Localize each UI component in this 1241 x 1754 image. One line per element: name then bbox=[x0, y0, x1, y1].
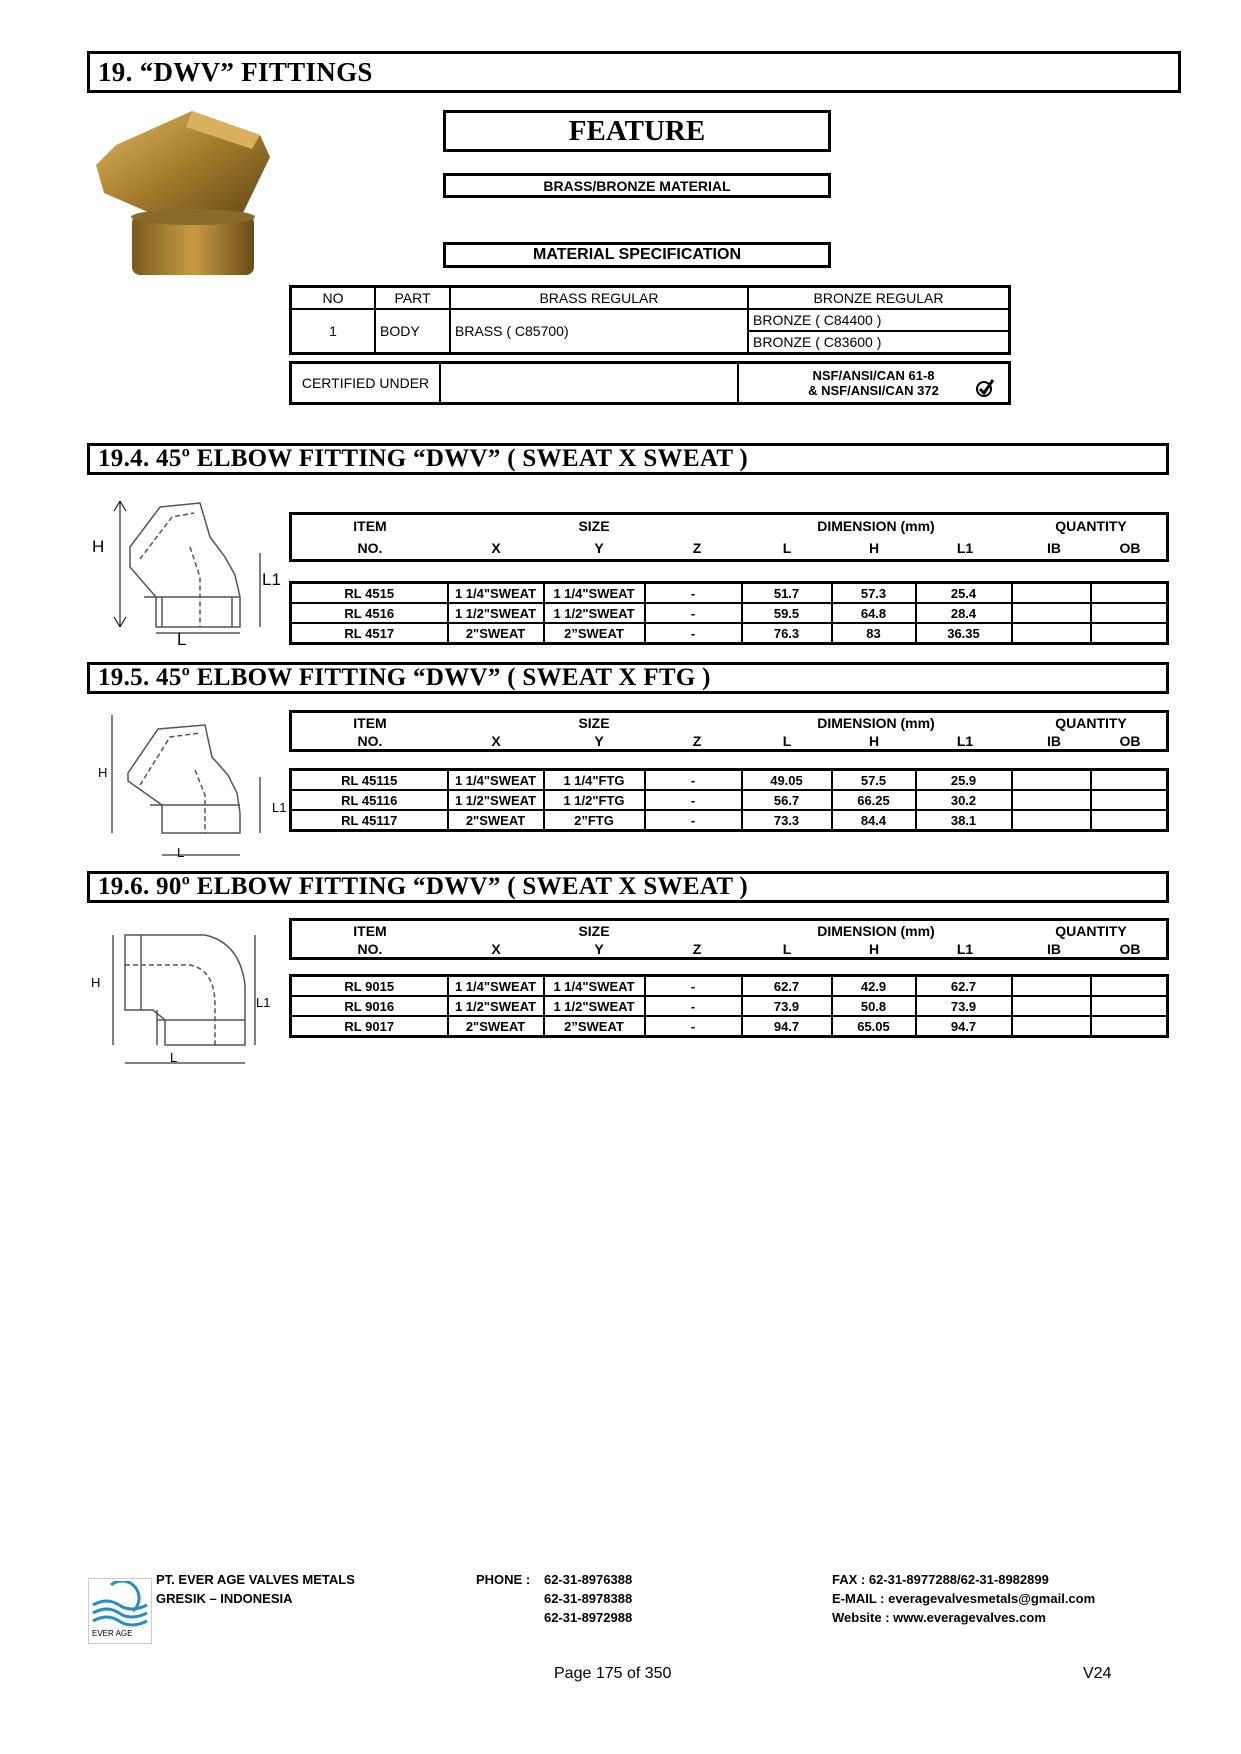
footer-phone-label: PHONE : bbox=[476, 1572, 531, 1587]
th-no: NO. bbox=[357, 540, 383, 556]
row-bronze-2: BRONZE ( C83600 ) bbox=[748, 331, 1010, 354]
table-row: RL 4516 1 1/2"SWEAT 1 1/2"SWEAT - 59.5 64.8 28.4 bbox=[291, 603, 1168, 623]
table-row: RL 9016 1 1/2"SWEAT 1 1/2"SWEAT - 73.9 50.8 73.9 bbox=[291, 996, 1168, 1016]
section-19-6-title: 19.6. 90º ELBOW FITTING “DWV” ( SWEAT X SWEAT ) bbox=[87, 871, 1169, 903]
material-spec-title: MATERIAL SPECIFICATION bbox=[443, 242, 831, 268]
certified-standards: NSF/ANSI/CAN 61-8 & NSF/ANSI/CAN 372 bbox=[738, 363, 1010, 404]
certified-table bbox=[289, 361, 1011, 405]
certified-blank bbox=[440, 363, 738, 404]
section-19-5-label-h: H bbox=[98, 765, 108, 780]
section-19-6-label-l1: L1 bbox=[256, 995, 271, 1010]
feature-title: FEATURE bbox=[443, 110, 831, 152]
logo-text: EVER AGE bbox=[92, 1629, 133, 1638]
footer-company: PT. EVER AGE VALVES METALS GRESIK – INDONESIA bbox=[156, 1572, 355, 1606]
wave-logo-icon bbox=[89, 1581, 151, 1629]
table-row: RL 45115 1 1/4"SWEAT 1 1/4"FTG - 49.05 57.5 25.9 bbox=[291, 770, 1168, 791]
section-19-4-table bbox=[289, 581, 1169, 645]
material-table bbox=[289, 285, 1011, 355]
section-19-5-table-header: ITEM NO. SIZE X Y Z DIMENSION (mm) L H L1 QUANTITY IB OB bbox=[289, 710, 1169, 752]
th-ib: IB bbox=[1047, 540, 1061, 556]
table-row: RL 45117 2"SWEAT 2”FTG - 73.3 84.4 38.1 bbox=[291, 810, 1168, 831]
section-19-4-label-h: H bbox=[92, 537, 105, 556]
material-table-header bbox=[291, 287, 1010, 310]
header-part: PART bbox=[375, 287, 450, 310]
footer-contact: FAX : 62-31-8977288/62-31-8982899 E-MAIL : everagevalvesmetals@gmail.com Website : www.everagevalves.com bbox=[832, 1572, 1096, 1625]
section-19-4-diagram bbox=[90, 487, 280, 647]
header-brass: BRASS REGULAR bbox=[450, 287, 748, 310]
row-part: BODY bbox=[375, 309, 450, 354]
th-size: SIZE bbox=[578, 518, 610, 534]
header-no: NO bbox=[291, 287, 376, 310]
section-19-6-table bbox=[289, 974, 1169, 1038]
section-19-6-table-header: ITEM NO. SIZE X Y Z DIMENSION (mm) L H L1 QUANTITY IB OB bbox=[289, 918, 1169, 960]
th-x: X bbox=[491, 540, 501, 556]
section-19-6-label-l: L bbox=[170, 1050, 178, 1065]
section-19-5-diagram bbox=[100, 705, 290, 865]
section-19-5-title: 19.5. 45º ELBOW FITTING “DWV” ( SWEAT X FTG ) bbox=[87, 662, 1169, 694]
table-row: RL 4515 1 1/4"SWEAT 1 1/4"SWEAT - 51.7 57.3 25.4 bbox=[291, 583, 1168, 604]
section-19-4-label-l: L bbox=[177, 630, 187, 649]
feature-material: BRASS/BRONZE MATERIAL bbox=[443, 173, 831, 198]
product-photo bbox=[92, 105, 272, 285]
table-row: RL 45116 1 1/2"SWEAT 1 1/2"FTG - 56.7 66.25 30.2 bbox=[291, 790, 1168, 810]
row-no: 1 bbox=[291, 309, 376, 354]
page-number: Page 175 of 350 bbox=[554, 1665, 672, 1682]
th-z: Z bbox=[692, 540, 702, 556]
version-label: V24 bbox=[1083, 1665, 1112, 1682]
section-19-4-title: 19.4. 45º ELBOW FITTING “DWV” ( SWEAT X SWEAT ) bbox=[87, 443, 1169, 475]
footer-phones: 62-31-8976388 62-31-8978388 62-31-8972988 bbox=[544, 1572, 633, 1625]
certified-label: CERTIFIED UNDER bbox=[291, 363, 441, 404]
th-ob: OB bbox=[1119, 540, 1141, 556]
section-19-5-label-l1: L1 bbox=[272, 800, 287, 815]
th-h: H bbox=[868, 540, 880, 556]
th-y: Y bbox=[594, 540, 604, 556]
row-bronze-1: BRONZE ( C84400 ) bbox=[748, 309, 1010, 331]
th-l: L bbox=[782, 540, 792, 556]
section-19-4-table-header bbox=[289, 512, 1169, 562]
th-quantity: QUANTITY bbox=[1055, 518, 1127, 534]
section-19-5-table bbox=[289, 768, 1169, 832]
section-19-6-label-h: H bbox=[91, 975, 101, 990]
th-item: ITEM bbox=[353, 518, 387, 534]
certified-check-icon bbox=[974, 376, 996, 398]
table-row: RL 9015 1 1/4"SWEAT 1 1/4"SWEAT - 62.7 42.9 62.7 bbox=[291, 976, 1168, 997]
section-19-5-label-l: L bbox=[177, 845, 185, 860]
main-section-title: 19. “DWV” FITTINGS bbox=[87, 51, 1181, 93]
section-19-6-diagram bbox=[95, 915, 275, 1075]
table-row: RL 9017 2"SWEAT 2”SWEAT - 94.7 65.05 94.7 bbox=[291, 1016, 1168, 1037]
th-dimension: DIMENSION (mm) bbox=[817, 518, 935, 534]
material-row bbox=[291, 309, 1010, 331]
row-brass: BRASS ( C85700) bbox=[450, 309, 748, 354]
section-19-4-label-l1: L1 bbox=[262, 570, 281, 589]
company-logo bbox=[88, 1578, 152, 1644]
header-bronze: BRONZE REGULAR bbox=[748, 287, 1010, 310]
table-row: RL 4517 2"SWEAT 2”SWEAT - 76.3 83 36.35 bbox=[291, 623, 1168, 644]
th-l1: L1 bbox=[956, 540, 974, 556]
